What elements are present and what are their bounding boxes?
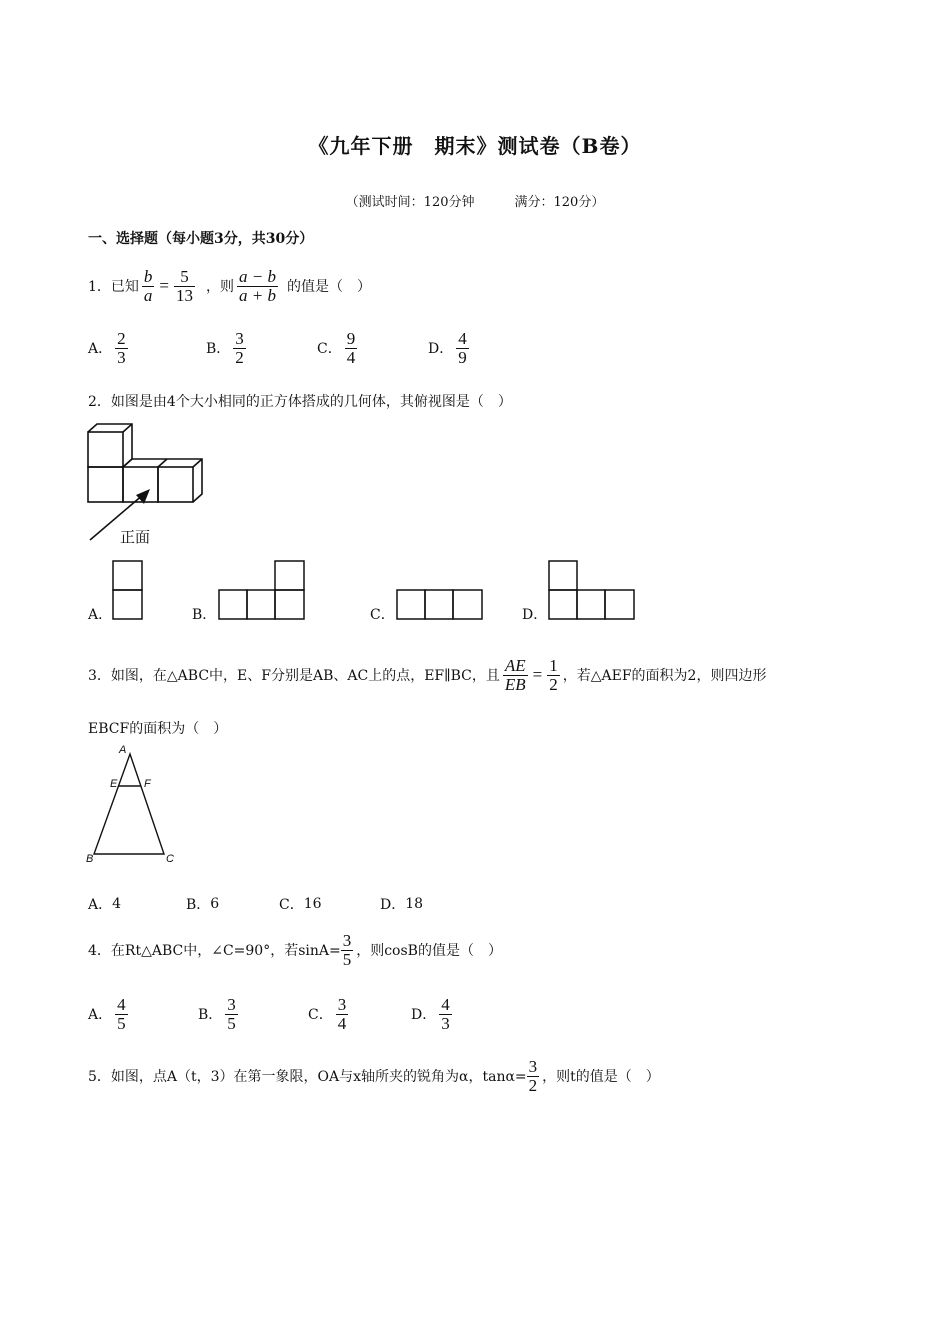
q1-prefix: 1．已知	[88, 279, 139, 295]
q1-suffix: 的值是（ ）	[287, 279, 371, 295]
q3-point-f: F	[144, 778, 151, 790]
q2-option-c[interactable]: C．	[370, 560, 490, 622]
q1-fraction-expression: $\frac{a - b}{a + b}$	[239, 266, 276, 305]
question-4	[88, 926, 502, 974]
q3-option-d[interactable]: D． 18	[380, 896, 424, 913]
q3-option-b[interactable]: B． 6	[186, 896, 220, 913]
q3-point-c: C	[166, 853, 174, 865]
q3-point-e: E	[110, 778, 118, 790]
q4-option-a[interactable]: A． $\frac{4}{5}$	[88, 994, 126, 1033]
q2-cube-figure	[84, 420, 206, 545]
q1-option-a[interactable]: A． $\frac{2}{3}$	[88, 328, 126, 367]
q4-option-c[interactable]: C． $\frac{3}{4}$	[308, 994, 347, 1033]
q4-option-d[interactable]: D． $\frac{4}{3}$	[411, 994, 450, 1033]
q4-options	[88, 990, 455, 1038]
q1-option-d[interactable]: D． $\frac{4}{9}$	[428, 328, 467, 367]
test-info	[0, 191, 950, 210]
q1-fraction-b-over-a: $\frac{b}{a}$	[143, 266, 153, 305]
q2-option-a-figure	[112, 560, 144, 622]
q2-option-b[interactable]: B．	[192, 560, 312, 622]
q2-option-c-figure	[396, 560, 488, 622]
q3-triangle-figure	[84, 744, 184, 866]
q4-prefix: 4．在Rt△ABC中，∠C=90°，若sinA=	[88, 943, 341, 959]
full-score: 满分：120分）	[514, 195, 605, 210]
question-3: 3．如图，在△ABC中，E、F分别是AB、AC上的点，EF∥BC，且 $\frac{AE}{EB}$ = $\frac{1}{2}$ ，若△AEF的面积为2，则四边形	[88, 655, 767, 694]
q3-point-b: B	[86, 853, 94, 865]
q1-fraction-5-13: $\frac{5}{13}$	[176, 266, 194, 305]
q3-option-a[interactable]: A． 4	[88, 896, 122, 913]
question-1: 1．已知 $\frac{b}{a}$ = $\frac{5}{13}$ ，则 $\frac{a - b}{a + b}$ 的值是（ ）	[88, 266, 371, 305]
q3-fraction-1-2: $\frac{1}{2}$	[549, 655, 558, 694]
q3-options	[88, 894, 423, 914]
q2-option-d-figure	[548, 560, 640, 622]
q5-fraction-3-2: $\frac{3}{2}$	[528, 1056, 538, 1095]
q2-option-b-figure	[218, 560, 310, 622]
q3-option-c[interactable]: C． 16	[279, 896, 322, 913]
q4-suffix: ，则cosB的值是（ ）	[356, 943, 502, 959]
q2-front-label: 正面	[120, 529, 151, 545]
page-title: 《九年下册 期末》测试卷（B卷）	[308, 134, 642, 158]
q4-option-b[interactable]: B． $\frac{3}{5}$	[198, 994, 236, 1033]
q3-suffix: ，若△AEF的面积为2，则四边形	[562, 668, 767, 684]
q3-prefix: 3．如图，在△ABC中，E、F分别是AB、AC上的点，EF∥BC，且	[88, 668, 500, 684]
test-time: （测试时间：120分钟	[345, 195, 475, 210]
q3-line2: EBCF的面积为（ ）	[88, 721, 228, 737]
q1-mid: ，则	[206, 279, 235, 295]
q5-prefix: 5．如图，点A（t，3）在第一象限，OA与x轴所夹的锐角为α，tanα=	[88, 1069, 527, 1085]
q1-option-c[interactable]: C． $\frac{9}{4}$	[317, 328, 356, 367]
question-2: 2．如图是由4个大小相同的正方体搭成的几何体，其俯视图是（ ）	[88, 394, 512, 410]
q4-fraction-3-5: $\frac{3}{5}$	[342, 930, 352, 969]
q1-option-b[interactable]: B． $\frac{3}{2}$	[206, 328, 244, 367]
q3-point-a: A	[119, 744, 127, 756]
q2-option-d[interactable]: D．	[522, 560, 642, 622]
q5-suffix: ，则t的值是（ ）	[542, 1069, 660, 1085]
q1-options	[88, 324, 472, 372]
question-5	[88, 1052, 660, 1100]
q2-option-a[interactable]: A．	[88, 560, 158, 622]
q3-fraction-ae-eb: $\frac{AE}{EB}$	[504, 655, 526, 694]
section-heading: 一、选择题（每小题3分，共30分）	[88, 231, 314, 247]
